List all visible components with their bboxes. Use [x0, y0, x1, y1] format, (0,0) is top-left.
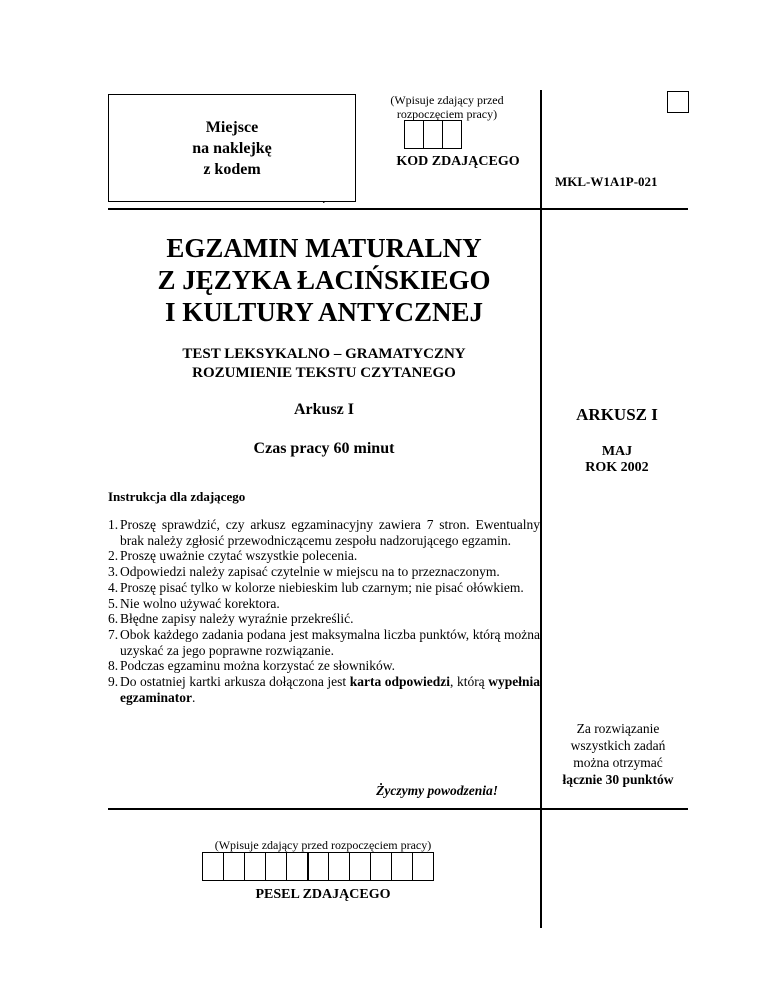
- title-line-1: EGZAMIN MATURALNY: [166, 233, 482, 263]
- score-total: łącznie 30 punktów: [562, 772, 674, 787]
- pesel-box[interactable]: [370, 852, 392, 881]
- instruction-number: 9.: [108, 674, 119, 690]
- code-boxes[interactable]: [404, 120, 462, 149]
- exam-title: [108, 232, 540, 328]
- dot-mark: .: [322, 192, 326, 207]
- sidebar-date: [542, 444, 692, 476]
- sheet-name: Arkusz I: [293, 401, 354, 418]
- score-line-2: wszystkich zadań: [570, 738, 666, 753]
- code-box[interactable]: [404, 120, 424, 149]
- score-info: [542, 720, 694, 788]
- score-line-3: można otrzymać: [573, 755, 663, 770]
- pesel-boxes[interactable]: [202, 852, 434, 881]
- instruction-item: [108, 674, 540, 705]
- pesel-box[interactable]: [244, 852, 266, 881]
- instruction-number: 8.: [108, 658, 119, 674]
- instruction-text: Proszę sprawdzić, czy arkusz egzaminacyjny zawiera 7 stron. Ewentualny brak należy zgłosić przewodniczącemu zespołu nadzorującego egzamin.: [120, 517, 540, 548]
- instruction-fragment: .: [191, 689, 196, 705]
- instruction-text: Obok każdego zadania podana jest maksymalna liczba punktów, którą można uzyskać za jego poprawne rozwiązanie.: [120, 626, 540, 658]
- instruction-fragment-bold: karta odpowiedzi: [349, 674, 451, 690]
- score-line-1: Za rozwiązanie: [576, 721, 660, 736]
- instruction-item: [108, 580, 540, 596]
- good-luck-wish: Życzymy powodzenia!: [376, 783, 498, 798]
- pesel-box[interactable]: [412, 852, 434, 881]
- instruction-fragment-bold: wypełnia egzaminator: [120, 674, 540, 705]
- pesel-box[interactable]: [349, 852, 371, 881]
- pesel-box[interactable]: [391, 852, 413, 881]
- code-box[interactable]: [442, 120, 462, 149]
- instruction-number: 2.: [108, 548, 119, 564]
- instruction-number: 3.: [108, 564, 119, 580]
- subtitle-line-2: ROZUMIENIE TEKSTU CZYTANEGO: [192, 365, 456, 381]
- exam-time: Czas pracy 60 minut: [253, 440, 395, 457]
- pesel-box[interactable]: [223, 852, 245, 881]
- instruction-item: [108, 564, 540, 580]
- instruction-number: 6.: [108, 611, 119, 627]
- instruction-fragment: Do ostatniej kartki arkusza dołączona jest: [120, 674, 350, 690]
- instruction-text: Proszę uważnie czytać wszystkie polecenia.: [120, 548, 358, 564]
- sidebar-sheet: ARKUSZ I: [576, 405, 658, 424]
- vertical-divider: [540, 90, 542, 928]
- title-line-3: I KULTURY ANTYCZNEJ: [164, 297, 484, 327]
- sidebar-year: ROK 2002: [585, 460, 649, 475]
- pesel-box[interactable]: [307, 852, 329, 881]
- sheet-code: MKL-W1A1P-021: [555, 174, 658, 189]
- corner-box: [667, 91, 689, 113]
- instruction-text: [120, 674, 540, 705]
- instructions-list: [108, 517, 540, 705]
- instruction-item: [108, 611, 540, 627]
- exam-subtitle: [108, 345, 540, 383]
- footer-divider: [108, 808, 688, 810]
- pesel-box[interactable]: [328, 852, 350, 881]
- header-divider: [108, 208, 688, 210]
- pesel-box[interactable]: [286, 852, 308, 881]
- instruction-item: [108, 658, 540, 674]
- instruction-number: 1.: [108, 517, 119, 532]
- instruction-fragment: , którą: [450, 674, 489, 690]
- instruction-number: 5.: [108, 595, 119, 611]
- instruction-item: [108, 517, 540, 548]
- instruction-item: [108, 627, 540, 658]
- sticker-line-2: na naklejkę: [192, 139, 272, 157]
- sidebar-month: MAJ: [601, 444, 633, 459]
- instruction-item: [108, 596, 540, 612]
- instruction-number: 7.: [108, 626, 119, 642]
- sticker-line-1: Miejsce: [205, 118, 259, 136]
- code-box[interactable]: [423, 120, 443, 149]
- instruction-text: Odpowiedzi należy zapisać czytelnie w miejscu na to przeznaczonym.: [120, 564, 500, 580]
- instruction-text: Proszę pisać tylko w kolorze niebieskim lub czarnym; nie pisać ołówkiem.: [120, 579, 524, 595]
- code-note: (Wpisuje zdający przed rozpoczęciem pracy): [390, 93, 504, 121]
- subtitle-line-1: TEST LEKSYKALNO – GRAMATYCZNY: [182, 346, 466, 362]
- instruction-text: Podczas egzaminu można korzystać ze słowników.: [120, 658, 396, 674]
- sticker-line-3: z kodem: [203, 160, 261, 178]
- instructions-heading: Instrukcja dla zdającego: [108, 489, 246, 504]
- code-label: KOD ZDAJĄCEGO: [396, 154, 520, 169]
- pesel-box[interactable]: [202, 852, 224, 881]
- instruction-number: 4.: [108, 579, 119, 595]
- instruction-item: [108, 548, 540, 564]
- title-line-2: Z JĘZYKA ŁACIŃSKIEGO: [157, 265, 491, 295]
- instruction-text: Nie wolno używać korektora.: [120, 595, 280, 611]
- instruction-text: Błędne zapisy należy wyraźnie przekreślić.: [120, 611, 354, 627]
- sticker-area: [108, 94, 356, 202]
- pesel-label: PESEL ZDAJĄCEGO: [255, 887, 391, 902]
- pesel-note: (Wpisuje zdający przed rozpoczęciem pracy): [214, 838, 432, 852]
- pesel-box[interactable]: [265, 852, 287, 881]
